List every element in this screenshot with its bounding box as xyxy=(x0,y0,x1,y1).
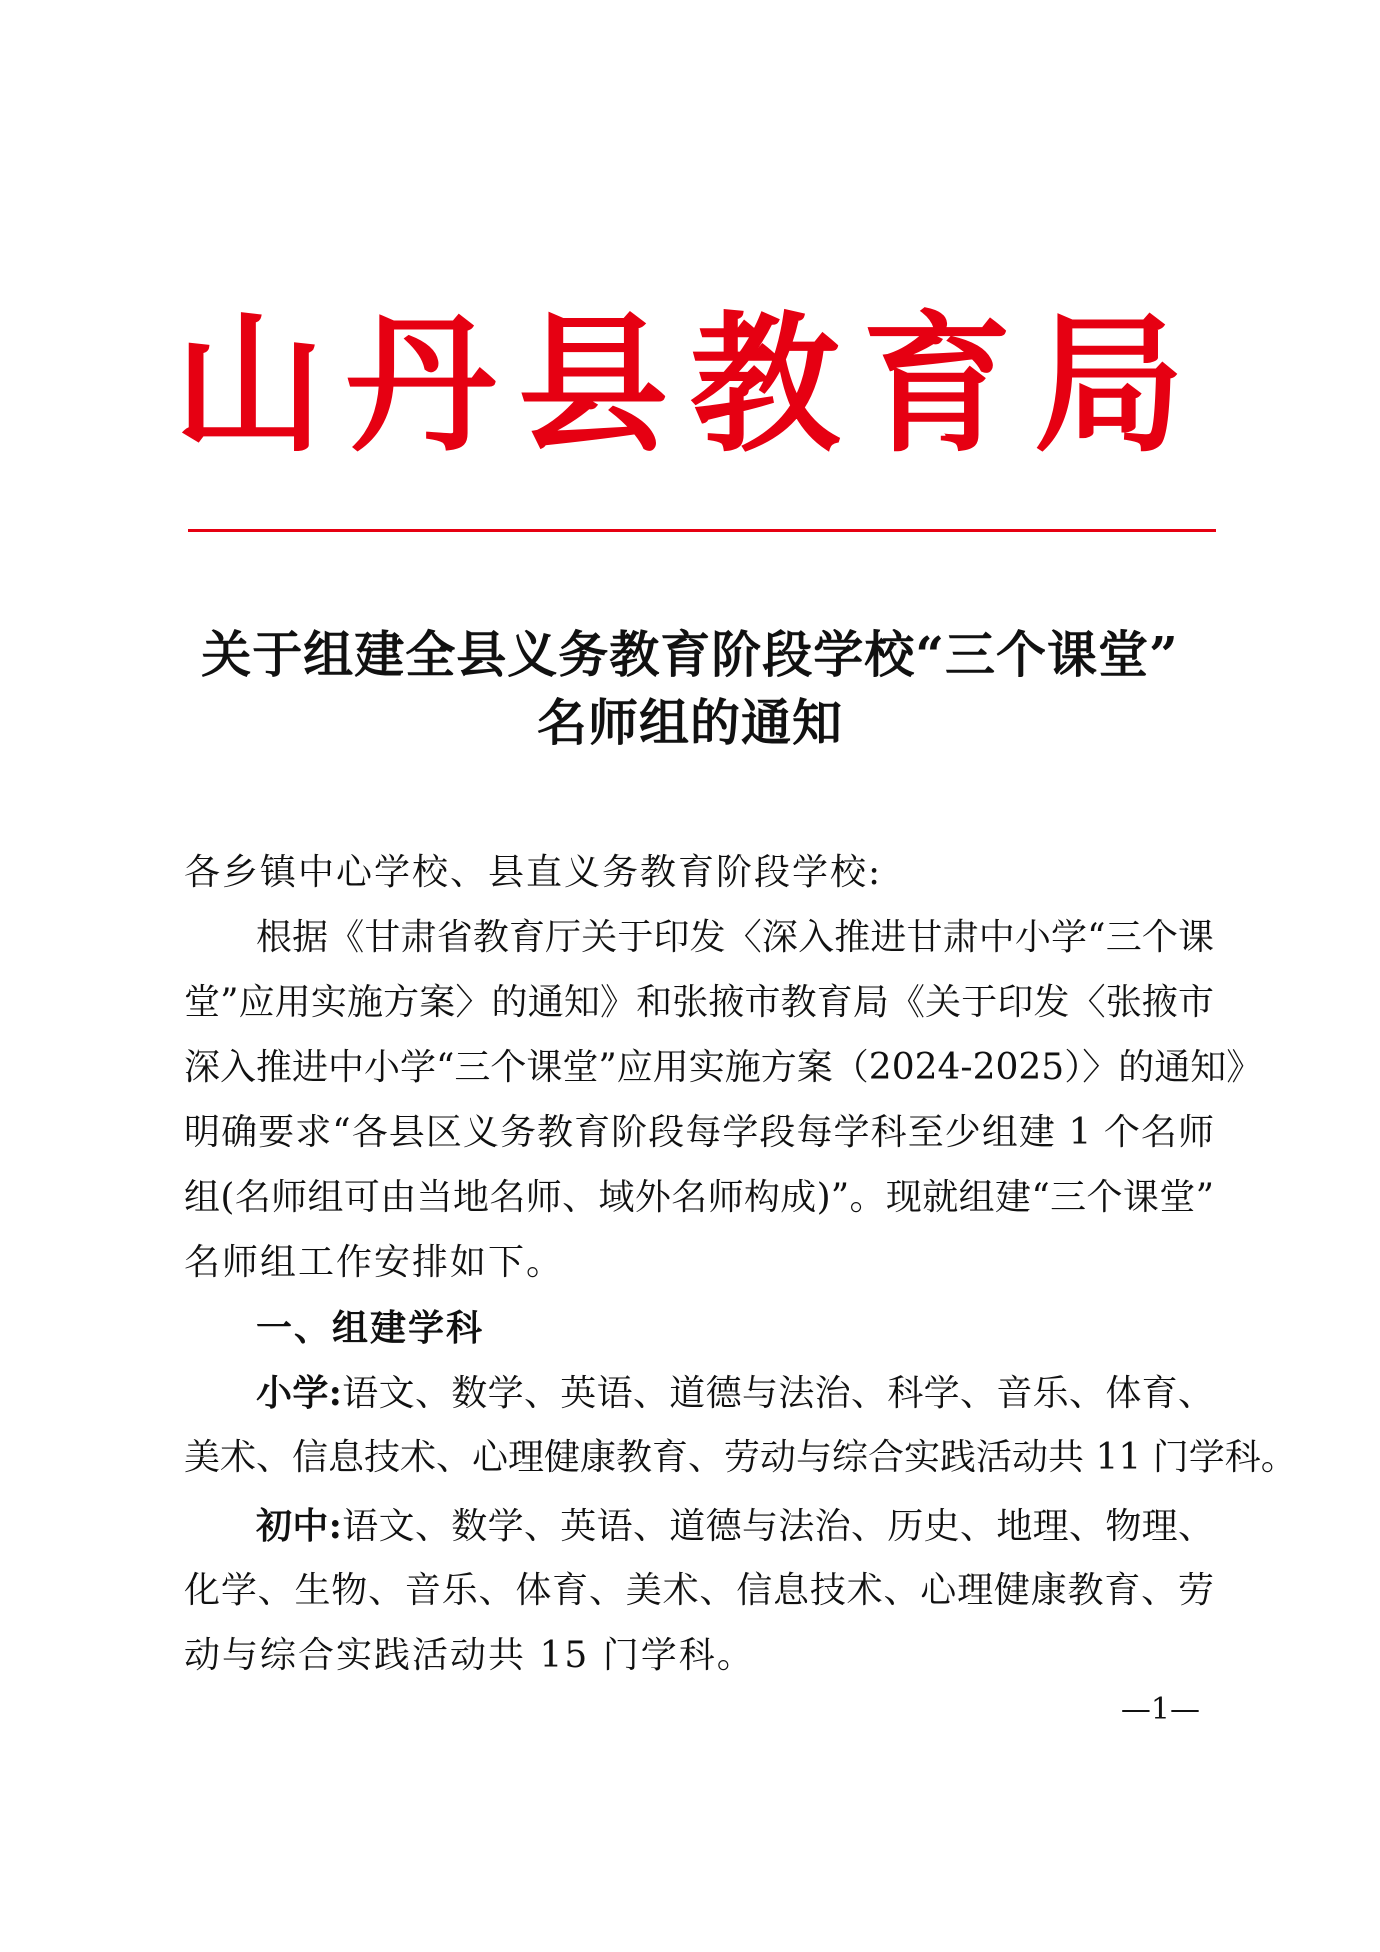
primary-subjects-text: 语文、数学、英语、道德与法治、科学、音乐、体育、 xyxy=(341,1373,1214,1414)
paragraph-line: 组(名师组可由当地名师、域外名师构成)”。现就组建“三个课堂” xyxy=(184,1177,1214,1218)
section-heading: 一、组建学科 xyxy=(256,1307,485,1349)
junior-subjects-text: 语文、数学、英语、道德与法治、历史、地理、物理、 xyxy=(341,1506,1214,1547)
salutation: 各乡镇中心学校、县直义务教育阶段学校: xyxy=(184,852,883,893)
primary-subjects-line-2: 美术、信息技术、心理健康教育、劳动与综合实践活动共 11 门学科。 xyxy=(184,1437,1297,1478)
masthead-red-rule xyxy=(188,529,1216,532)
document-title-line-2: 名师组的通知 xyxy=(537,693,843,752)
junior-subjects-line-2: 化学、生物、音乐、体育、美术、信息技术、心理健康教育、劳 xyxy=(184,1570,1214,1611)
junior-label: 初中: xyxy=(256,1505,342,1547)
primary-subjects-line-1 xyxy=(256,1368,1214,1419)
masthead-org-name: 山丹县教育局 xyxy=(173,297,1206,473)
junior-subjects-line-1 xyxy=(256,1501,1214,1552)
primary-label: 小学: xyxy=(256,1372,342,1414)
paragraph-line: 明确要求“各县区义务教育阶段每学段每学科至少组建 1 个名师 xyxy=(184,1112,1214,1153)
paragraph-line: 根据《甘肃省教育厅关于印发〈深入推进甘肃中小学“三个课 xyxy=(256,917,1214,958)
paragraph-line: 堂”应用实施方案〉的通知》和张掖市教育局《关于印发〈张掖市 xyxy=(184,982,1214,1023)
paragraph-line: 深入推进中小学“三个课堂”应用实施方案（2024-2025）〉的通知》 xyxy=(184,1047,1263,1088)
page-number: —1— xyxy=(1120,1692,1200,1727)
document-title-line-1: 关于组建全县义务教育阶段学校“三个课堂” xyxy=(201,625,1179,684)
paragraph-line: 名师组工作安排如下。 xyxy=(184,1242,565,1283)
junior-subjects-line-3: 动与综合实践活动共 15 门学科。 xyxy=(184,1635,755,1676)
